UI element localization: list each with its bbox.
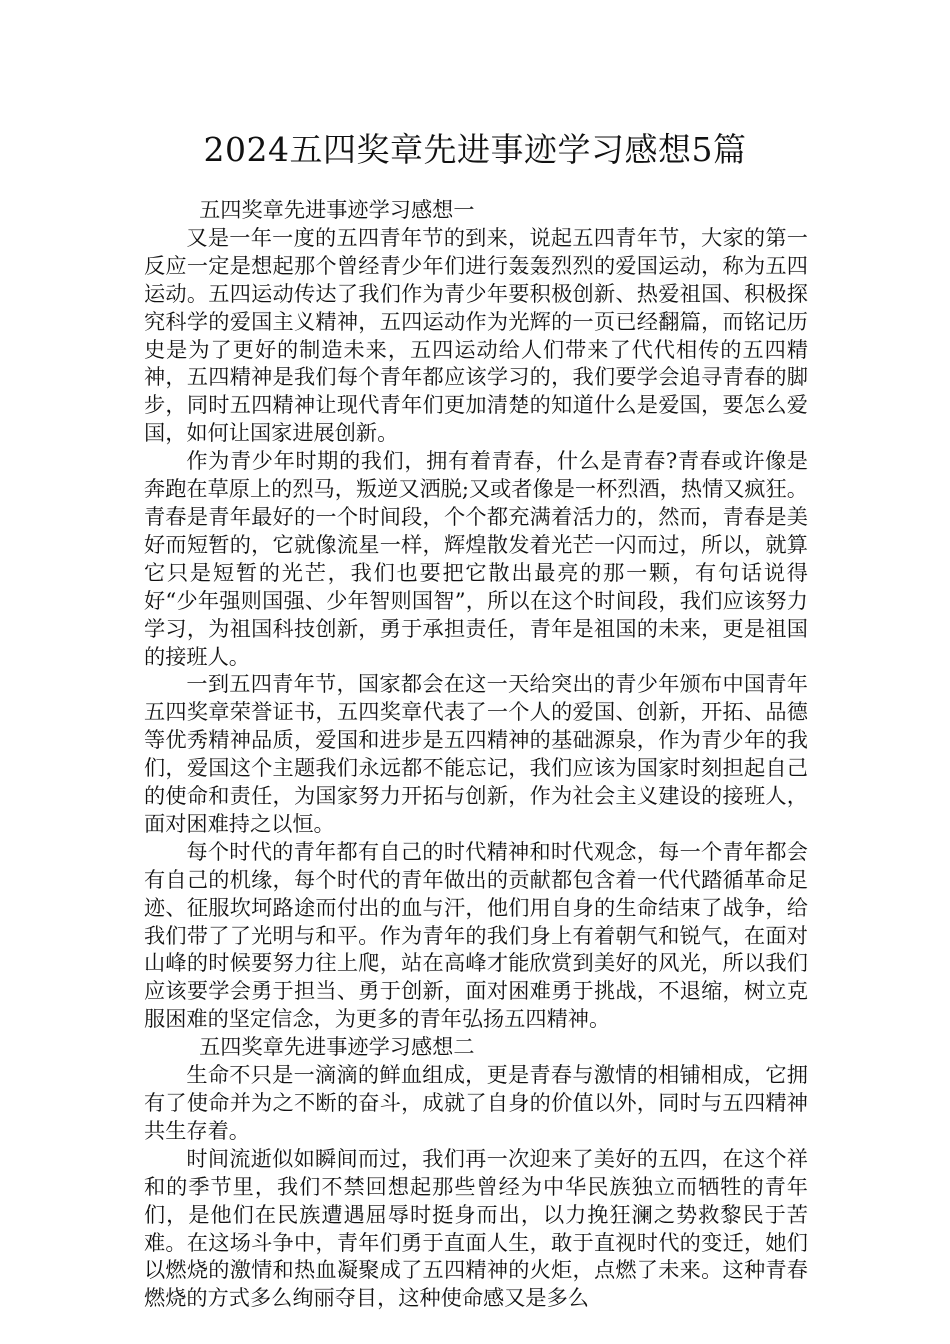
body-paragraph: 时间流逝似如瞬间而过，我们再一次迎来了美好的五四，在这个祥和的季节里，我们不禁回想起那些曾经为中华民族独立而牺牲的青年们，是他们在民族遭遇屈辱时挺身而出，以力挽狂澜之势救黎民于苦难。在这场斗争中，青年们勇于直面人生，敢于直视时代的变迁，她们以燃烧的激情和热血凝聚成了五四精神的火炬，点燃了未来。这种青春燃烧的方式多么绚丽夺目，这种使命感又是多么 xyxy=(144,1145,808,1311)
body-paragraph: 一到五四青年节，国家都会在这一天给突出的青少年颁布中国青年五四奖章荣誉证书，五四奖章代表了一个人的爱国、创新，开拓、品德等优秀精神品质，爱国和进步是五四精神的基础源泉，作为青少年的我们，爱国这个主题我们永远都不能忘记，我们应该为国家时刻担起自己的使命和责任，为国家努力开拓与创新，作为社会主义建设的接班人，面对困难持之以恒。 xyxy=(144,671,808,836)
section-heading-two: 五四奖章先进事迹学习感想二 xyxy=(199,1034,475,1060)
body-paragraph: 作为青少年时期的我们，拥有着青春，什么是青春?青春或许像是奔跑在草原上的烈马，叛逆又洒脱;又或者像是一杯烈酒，热情又疯狂。青春是青年最好的一个时间段，个个都充满着活力的，然而，青春是美好而短暂的，它就像流星一样，辉煌散发着光芒一闪而过，所以，就算它只是短暂的光芒，我们也要把它散出最亮的那一颗，有句话说得好“少年强则国强、少年智则国智”，所以在这个时间段，我们应该努力学习，为祖国科技创新，勇于承担责任，青年是祖国的未来，更是祖国的接班人。 xyxy=(144,448,808,669)
document-title: 2024五四奖章先进事迹学习感想5篇 xyxy=(203,130,747,169)
body-paragraph: 又是一年一度的五四青年节的到来，说起五四青年节，大家的第一反应一定是想起那个曾经青少年们进行轰轰烈烈的爱国运动，称为五四运动。五四运动传达了我们作为青少年要积极创新、热爱祖国、积极探究科学的爱国主义精神，五四运动作为光辉的一页已经翻篇，而铭记历史是为了更好的制造未来，五四运动给人们带来了代代相传的五四精神，五四精神是我们每个青年都应该学习的，我们要学会追寻青春的脚步，同时五四精神让现代青年们更加清楚的知道什么是爱国，要怎么爱国，如何让国家进展创新。 xyxy=(144,224,808,446)
body-paragraph: 生命不只是一滴滴的鲜血组成，更是青春与激情的相铺相成，它拥有了使命并为之不断的奋斗，成就了自身的价值以外，同时与五四精神共生存着。 xyxy=(144,1062,808,1143)
body-paragraph: 每个时代的青年都有自己的时代精神和时代观念，每一个青年都会有自己的机缘，每个时代的青年做出的贡献都包含着一代代踏循革命足迹、征服坎坷路途而付出的血与汗，他们用自身的生命结束了战争，给我们带了了光明与和平。作为青年的我们身上有着朝气和锐气，在面对山峰的时候要努力往上爬，站在高峰才能欣赏到美好的风光，所以我们应该要学会勇于担当、勇于创新，面对困难勇于挑战，不退缩，树立克服困难的坚定信念，为更多的青年弘扬五四精神。 xyxy=(144,838,808,1032)
document-body xyxy=(144,196,808,1312)
section-heading-one: 五四奖章先进事迹学习感想一 xyxy=(199,197,475,222)
